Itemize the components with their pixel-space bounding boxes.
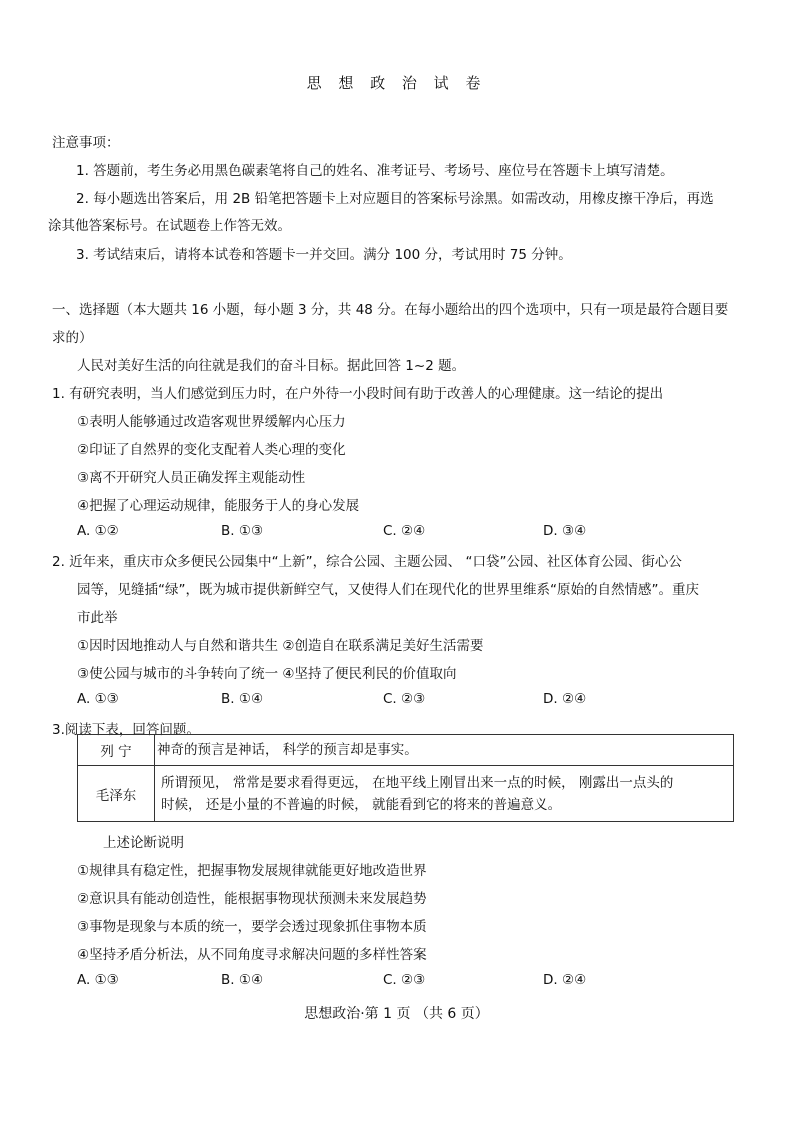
page-title: 思 想 政 治 试 卷 (306, 74, 487, 92)
page-footer: 思想政治·第 1 页 （共 6 页） (304, 1006, 489, 1022)
q2-stem-line-2: 园等，见缝插“绿”，既为城市提供新鲜空气，又使得人们在现代化的世界里维系“原始的自然情感”。重庆 (77, 582, 699, 598)
section-heading-line-2: 求的） (52, 330, 93, 346)
q2-statements-3-4: ③使公园与城市的斗争转向了统一 ④坚持了便民利民的价值取向 (77, 666, 457, 682)
q2-stem-line-3: 市此举 (77, 610, 118, 626)
notice-item-1: 1. 答题前，考生务必用黑色碳素笔将自己的姓名、准考证号、考场号、座位号在答题卡上填写清楚。 (76, 163, 674, 179)
q2-option-a: A. ①③ (77, 691, 119, 707)
q1-option-d: D. ③④ (543, 523, 587, 539)
q3-option-d: D. ②④ (543, 972, 587, 988)
notice-item-2-line-1: 2. 每小题选出答案后，用 2B 铅笔把答题卡上对应题目的答案标号涂黑。如需改动，用橡皮擦干净后，再选 (76, 191, 714, 207)
section-heading-line-1: 一、选择题（本大题共 16 小题，每小题 3 分，共 48 分。在每小题给出的四个选项中，只有一项是最符合题目要 (52, 302, 729, 318)
q1-option-c: C. ②④ (383, 523, 426, 539)
notice-heading: 注意事项： (52, 135, 120, 151)
q2-stem-line-1: 2. 近年来，重庆市众多便民公园集中“上新”，综合公园、主题公园、 “口袋”公园、社区体育公园、街心公 (52, 554, 682, 570)
q2-option-c: C. ②③ (383, 691, 426, 707)
q2-option-d: D. ②④ (543, 691, 587, 707)
q1-statement-4: ④把握了心理运动规律，能服务于人的身心发展 (77, 498, 360, 514)
notice-item-3: 3. 考试结束后，请将本试卷和答题卡一并交回。满分 100 分，考试用时 75 分钟。 (76, 247, 572, 263)
q2-statements-1-2: ①因时因地推动人与自然和谐共生 ②创造自在联系满足美好生活需要 (77, 638, 484, 654)
q3-option-c: C. ②③ (383, 972, 426, 988)
table-row (78, 735, 734, 766)
q1-option-a: A. ①② (77, 523, 119, 539)
q1-statement-3: ③离不开研究人员正确发挥主观能动性 (77, 470, 306, 486)
notice-item-2-line-2: 涂其他答案标号。在试题卷上作答无效。 (48, 218, 291, 234)
q3-option-a: A. ①③ (77, 972, 119, 988)
table-quote-line-1: 所谓预见， 常常是要求看得更远， 在地平线上刚冒出来一点的时候， 刚露出一点头的 (161, 774, 674, 791)
table-cell-quote (155, 766, 734, 822)
section-intro: 人民对美好生活的向往就是我们的奋斗目标。据此回答 1~2 题。 (77, 358, 466, 374)
quotes-table (77, 734, 734, 822)
table-cell-quote: 神奇的预言是神话， 科学的预言却是事实。 (155, 735, 734, 766)
table-cell-name: 毛泽东 (78, 766, 155, 822)
q3-stem: 3.阅读下表，回答问题。 (52, 722, 200, 738)
q1-statement-1: ①表明人能够通过改造客观世界缓解内心压力 (77, 414, 346, 430)
q3-lead: 上述论断说明 (103, 835, 184, 851)
q1-option-b: B. ①③ (221, 523, 264, 539)
q3-statement-1: ①规律具有稳定性，把握事物发展规律就能更好地改造世界 (77, 863, 427, 879)
q3-statement-2: ②意识具有能动创造性，能根据事物现状预测未来发展趋势 (77, 891, 427, 907)
q3-statement-4: ④坚持矛盾分析法，从不同角度寻求解决问题的多样性答案 (77, 947, 427, 963)
q3-statement-3: ③事物是现象与本质的统一，要学会透过现象抓住事物本质 (77, 919, 427, 935)
table-row (78, 766, 734, 822)
q1-statement-2: ②印证了自然界的变化支配着人类心理的变化 (77, 442, 346, 458)
q1-stem: 1. 有研究表明，当人们感觉到压力时，在户外待一小段时间有助于改善人的心理健康。这一结论的提出 (52, 386, 664, 402)
table-cell-name: 列 宁 (78, 735, 155, 766)
q2-option-b: B. ①④ (221, 691, 264, 707)
table-quote-line-2: 时候， 还是小量的不普遍的时候， 就能看到它的将来的普遍意义。 (161, 796, 562, 813)
q3-option-b: B. ①④ (221, 972, 264, 988)
